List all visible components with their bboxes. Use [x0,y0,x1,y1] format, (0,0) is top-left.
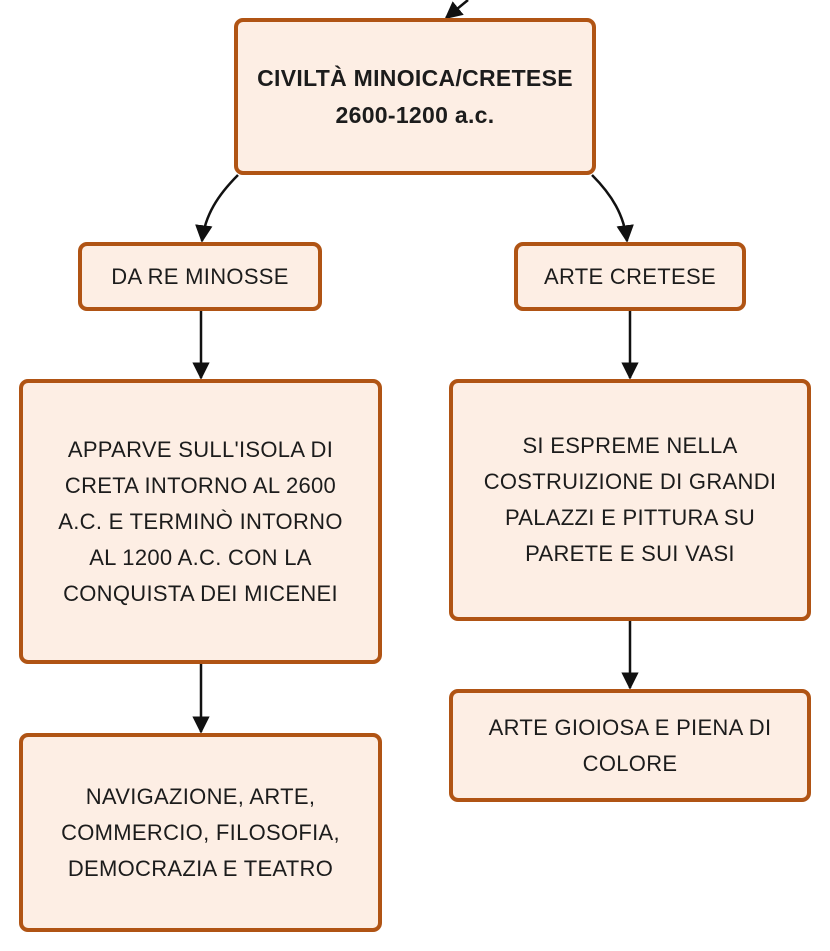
left-legacy-label: NAVIGAZIONE, ARTE, COMMERCIO, FILOSOFIA, DEMOCRAZIA E TEATRO [61,783,340,881]
right-branch-label: ARTE CRETESE [544,263,716,289]
incoming-connector [446,0,468,18]
left-branch-label: DA RE MINOSSE [111,263,289,289]
left-detail-label: APPARVE SULL'ISOLA DI CRETA INTORNO AL 2600 A.C. E TERMINÒ INTORNO AL 1200 A.C. CON LA CONQUISTA DEI MICENEI [58,436,343,606]
connector-root-to-right-branch [592,175,627,241]
left-detail-node[interactable] [19,379,382,664]
right-detail-node[interactable] [449,379,811,621]
right-legacy-node[interactable] [449,689,811,802]
connector-root-to-left-branch [202,175,238,241]
root-node-label: CIVILTÀ MINOICA/CRETESE 2600-1200 a.c. [257,64,573,128]
right-detail-label: SI ESPREME NELLA COSTRUIZIONE DI GRANDI PALAZZI E PITTURA SU PARETE E SUI VASI [483,433,777,566]
right-legacy-label: ARTE GIOIOSA E PIENA DI COLORE [488,714,772,776]
right-branch-node-arte-cretese[interactable] [514,242,746,311]
left-legacy-node[interactable] [19,733,382,932]
root-node-civilta-minoica[interactable] [234,18,596,175]
left-branch-node-da-re-minosse[interactable] [78,242,322,311]
